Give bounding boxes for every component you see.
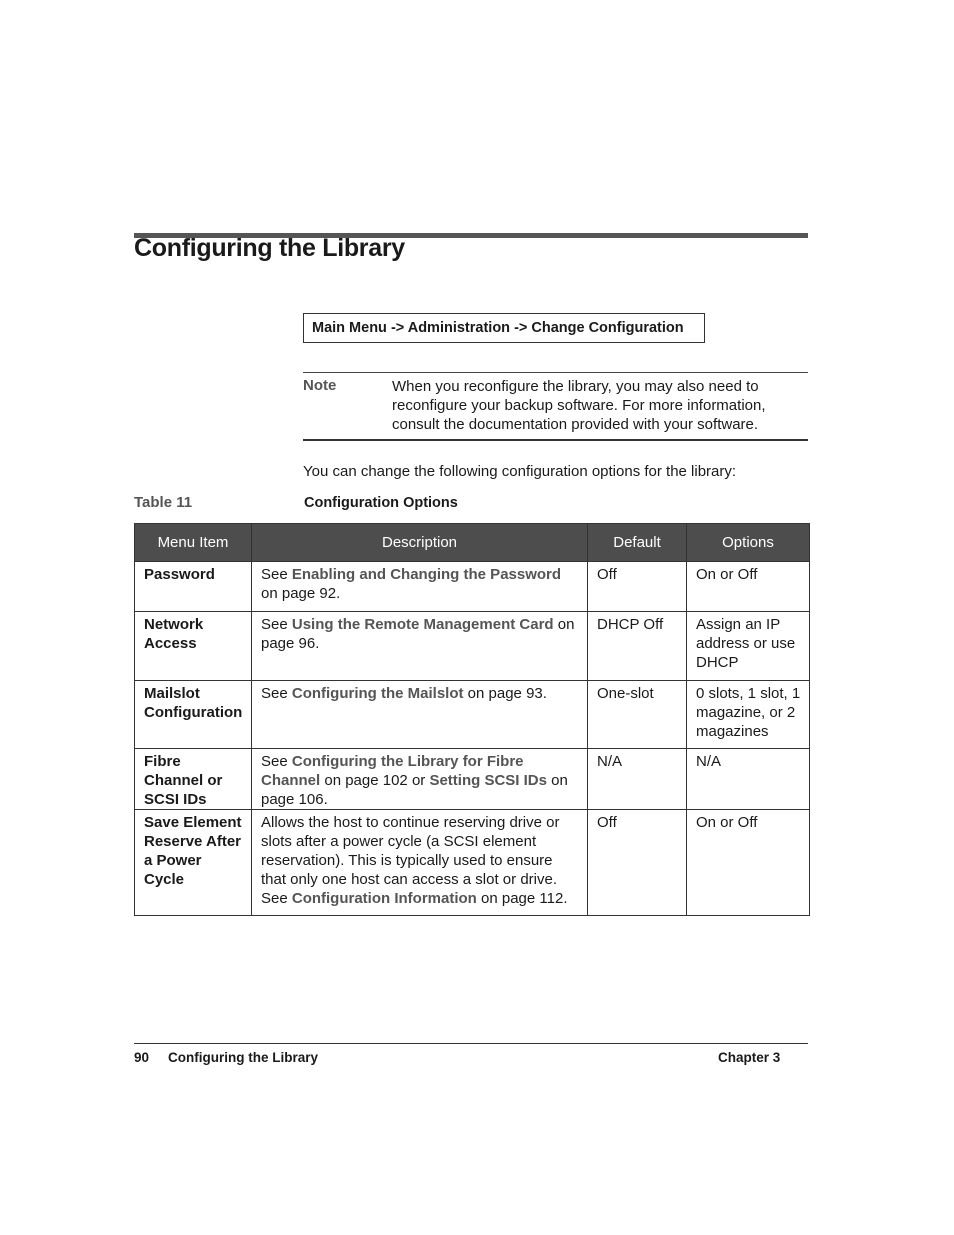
header-menu-item: Menu Item bbox=[135, 524, 252, 562]
table-row bbox=[135, 562, 810, 612]
header-default: Default bbox=[588, 524, 687, 562]
options-cell: 0 slots, 1 slot, 1 magazine, or 2 magazines bbox=[687, 681, 810, 749]
footer-rule bbox=[134, 1043, 808, 1044]
options-cell: Assign an IP address or use DHCP bbox=[687, 612, 810, 681]
table-caption: Configuration Options bbox=[304, 495, 458, 511]
description-text: on page 106. bbox=[261, 772, 568, 808]
description-text: Allows the host to continue reserving drive or slots after a power cycle (a SCSI element reservation). This is typically used to ensure that only one host can access a slot or drive. See bbox=[261, 814, 560, 907]
table-row bbox=[135, 810, 810, 916]
description-text: See bbox=[261, 753, 292, 770]
options-cell: On or Off bbox=[687, 810, 810, 916]
table-row bbox=[135, 681, 810, 749]
default-cell: One-slot bbox=[588, 681, 687, 749]
default-cell: Off bbox=[588, 562, 687, 612]
description-text: See bbox=[261, 685, 292, 702]
description-cell bbox=[252, 562, 588, 612]
configuration-options-table bbox=[134, 523, 810, 916]
menu-item-cell: Fibre Channel or SCSI IDs bbox=[135, 749, 252, 810]
footer-section-title: Configuring the Library bbox=[168, 1050, 318, 1065]
table-label: Table 11 bbox=[134, 494, 193, 511]
default-cell: DHCP Off bbox=[588, 612, 687, 681]
menu-item-cell: Mailslot Configuration bbox=[135, 681, 252, 749]
description-text: on page 112. bbox=[476, 890, 568, 907]
page-title: Configuring the Library bbox=[134, 234, 405, 262]
cross-reference-link[interactable]: Configuration Information bbox=[291, 890, 477, 907]
table-row bbox=[135, 612, 810, 681]
footer-page-number: 90 bbox=[134, 1050, 150, 1065]
description-cell bbox=[252, 810, 588, 916]
intro-text: You can change the following configuration options for the library: bbox=[303, 463, 737, 480]
cross-reference-link[interactable]: Using the Remote Management Card bbox=[291, 616, 554, 633]
table-row bbox=[135, 749, 810, 810]
description-cell bbox=[252, 749, 588, 810]
description-cell bbox=[252, 681, 588, 749]
options-cell: On or Off bbox=[687, 562, 810, 612]
description-text: on page 102 or bbox=[320, 772, 430, 789]
cross-reference-link[interactable]: Setting SCSI IDs bbox=[429, 772, 547, 789]
note-text: When you reconfigure the library, you may also need to reconfigure your backup software. For more information, consult the documentation provided with your software. bbox=[392, 378, 766, 433]
menu-item-cell: Network Access bbox=[135, 612, 252, 681]
description-text: See bbox=[261, 616, 292, 633]
header-description: Description bbox=[252, 524, 588, 562]
default-cell: Off bbox=[588, 810, 687, 916]
note-box bbox=[303, 372, 808, 441]
header-options: Options bbox=[687, 524, 810, 562]
cross-reference-link[interactable]: Configuring the Mailslot bbox=[291, 685, 464, 702]
description-text: on page 96. bbox=[261, 616, 575, 652]
description-text: on page 93. bbox=[463, 685, 547, 702]
footer-chapter: Chapter 3 bbox=[718, 1050, 781, 1065]
options-cell: N/A bbox=[687, 749, 810, 810]
table-header-row bbox=[135, 524, 810, 562]
description-cell bbox=[252, 612, 588, 681]
description-text: See bbox=[261, 566, 292, 583]
cross-reference-link[interactable]: Enabling and Changing the Password bbox=[291, 566, 562, 583]
cross-reference-link[interactable]: Configuring the Library for Fibre Channel bbox=[261, 753, 524, 789]
menu-path-box: Main Menu -> Administration -> Change Configuration bbox=[303, 313, 705, 343]
default-cell: N/A bbox=[588, 749, 687, 810]
note-label: Note bbox=[303, 377, 337, 394]
description-text: on page 92. bbox=[261, 585, 341, 602]
menu-item-cell: Password bbox=[135, 562, 252, 612]
menu-item-cell: Save Element Reserve After a Power Cycle bbox=[135, 810, 252, 916]
